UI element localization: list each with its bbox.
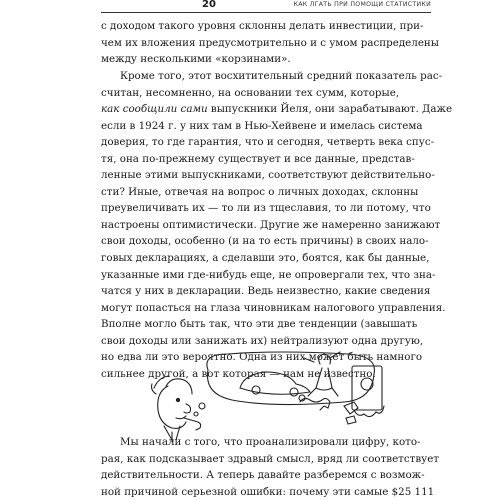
text-line: доверия, то где гарантия, что и сегодня, четверть века спус- xyxy=(101,136,435,149)
text-fragment: выпускники Йеля, они зарабатывают. Даже xyxy=(210,103,453,116)
text-line: Вполне могло быть так, что эти две тенденции (завышать xyxy=(101,318,418,331)
text-line: свои доходы или занижать их) нейтрализуют одна другую, xyxy=(101,334,424,347)
text-line: сти? Иные, отвечая на вопрос о личных доходах, склонны xyxy=(101,185,419,198)
running-head: КАК ЛГАТЬ ПРИ ПОМОЩИ СТАТИСТИКИ xyxy=(293,1,431,8)
text-line: ленные этими выпускниками, соответствуют действительно- xyxy=(101,169,435,182)
text-line: Кроме того, этот восхитительный средний показатель рас- xyxy=(120,70,443,82)
text-line: говых декларациях, а сделавши это, боятся, как бы данные, xyxy=(101,252,430,265)
text-line: рая, как подсказывает здравый смысл, вряд ли соответствует xyxy=(101,452,439,465)
text-line xyxy=(101,85,431,102)
text-line: сильнее другой, а вот которая — нам не известно. xyxy=(101,367,376,380)
text-line: ной причиной серьезной ошибки: почему эти самые $25 111 xyxy=(101,485,435,498)
text-line: между несколькими «корзинами». xyxy=(101,53,291,66)
text-line: но едва ли это вероятно. Одна из них может быть намного xyxy=(101,351,423,364)
text-line: если в 1924 г. у них там в Нью-Хейвене и имелась система xyxy=(101,119,423,132)
text-line: могут попасться на глаза чиновникам налогового управления. xyxy=(101,301,446,314)
cartoon-illustration xyxy=(130,348,400,443)
page-number: 20 xyxy=(202,0,216,10)
text-line: чем их вложения предусмотрительно и с умом распределены xyxy=(101,36,439,49)
text-line xyxy=(101,101,453,118)
text-fragment: считан, несомненно, на основании тех сумм, которые, xyxy=(101,86,400,99)
text-line: свои доходы, особенно (и на то есть причины) в своих нало- xyxy=(101,235,429,248)
text-line: указанные ими где-нибудь еще, не опровергали тех, что зна- xyxy=(101,268,436,281)
body-paragraph-2 xyxy=(101,68,453,382)
body-text-bottom xyxy=(101,434,439,500)
text-line: тя, она по-прежнему существует и все данные, представ- xyxy=(101,152,415,165)
text-line: с доходом такого уровня склонны делать инвестиции, при- xyxy=(101,20,424,32)
text-line: чатся у них в декларации. Ведь неизвестно, какие сведения xyxy=(101,285,431,298)
text-line: Мы начали с того, что проанализировали цифру, кото- xyxy=(120,436,421,448)
text-line: действительности. А теперь давайте разберемся с возмож- xyxy=(101,469,425,482)
text-line: настроены оптимистически. Другие же намеренно занижают xyxy=(101,218,441,231)
italic-phrase: как сообщили сами xyxy=(101,103,208,116)
body-text-top xyxy=(101,18,439,68)
text-line: преувеличивать их — то ли из тщеславия, то ли потому, что xyxy=(101,202,431,215)
